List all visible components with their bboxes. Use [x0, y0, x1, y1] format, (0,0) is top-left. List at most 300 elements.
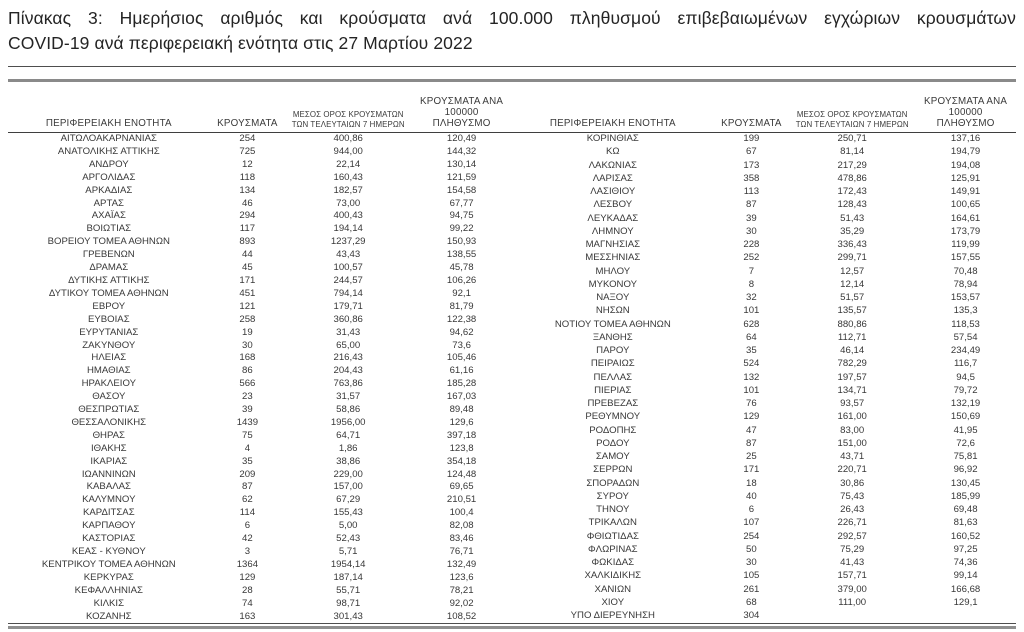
table-row [8, 404, 512, 417]
col-header-avg7 [285, 82, 411, 133]
region-name: ΗΛΕΙΑΣ [91, 352, 127, 364]
region-name: ΕΥΡΥΤΑΝΙΑΣ [79, 326, 139, 338]
avg-7day: 197,57 [837, 371, 867, 383]
avg-7day: 229,00 [333, 468, 363, 480]
avg-7day: 58,86 [336, 404, 361, 416]
per-100k: 99,14 [953, 570, 978, 582]
per-100k: 41,95 [953, 424, 978, 436]
region-name: ΘΗΡΑΣ [92, 429, 125, 441]
region-name: ΚΑΣΤΟΡΙΑΣ [82, 533, 136, 545]
per-100k: 116,7 [953, 358, 978, 370]
per-100k: 89,48 [449, 404, 474, 416]
cases: 893 [239, 236, 256, 248]
cases: 67 [746, 146, 757, 158]
col-header-per100k-line2: ΠΛΗΘΥΣΜΟ [936, 118, 995, 129]
per-100k: 132,19 [950, 398, 981, 410]
table-row [8, 365, 512, 378]
per-100k: 76,71 [449, 546, 474, 557]
region-name: ΙΩΑΝΝΙΝΩΝ [81, 468, 136, 480]
cases: 76 [746, 398, 757, 410]
per-100k: 150,93 [446, 236, 477, 248]
region-name: ΣΕΡΡΩΝ [593, 464, 633, 476]
region-name: ΖΑΚΥΝΘΟΥ [82, 339, 136, 351]
cases: 168 [239, 352, 256, 364]
table-row [8, 443, 512, 456]
cases: 451 [239, 287, 256, 299]
table-row [8, 546, 512, 559]
avg-7day: 157,00 [333, 481, 363, 493]
region-name: ΠΑΡΟΥ [596, 345, 630, 357]
page-title-line2: COVID-19 ανά περιφερειακή ενότητα στις 27 Μαρτίου 2022 [8, 33, 473, 53]
table-row [8, 249, 512, 262]
col-header-region [512, 82, 714, 133]
region-name: ΠΙΕΡΙΑΣ [594, 384, 632, 396]
per-100k: 69,48 [953, 504, 978, 516]
avg-7day: 250,71 [837, 133, 867, 145]
avg-7day: 400,86 [333, 133, 363, 144]
per-100k: 234,49 [950, 345, 981, 357]
avg-7day: 35,29 [840, 225, 865, 237]
cases: 39 [242, 404, 253, 416]
per-100k: 194,79 [950, 146, 981, 158]
table-row [512, 199, 1016, 212]
cases: 171 [743, 464, 760, 476]
avg-7day: 172,43 [837, 186, 867, 198]
col-header-per100k-line2: ΠΛΗΘΥΣΜΟ [432, 118, 491, 129]
cases: 40 [746, 490, 757, 502]
region-table-right [512, 82, 1016, 623]
region-name: ΘΕΣΣΑΛΟΝΙΚΗΣ [71, 416, 147, 428]
avg-7day: 379,00 [837, 583, 867, 595]
per-100k: 106,26 [446, 274, 477, 286]
region-name: ΝΟΤΙΟΥ ΤΟΜΕΑ ΑΘΗΝΩΝ [554, 318, 671, 330]
cases: 18 [746, 477, 757, 489]
per-100k: 99,22 [449, 223, 474, 235]
table-row [512, 597, 1016, 610]
cases: 46 [242, 197, 253, 209]
region-name: ΧΑΝΙΩΝ [594, 583, 632, 595]
region-name: ΠΕΙΡΑΙΩΣ [590, 358, 635, 370]
table-row [512, 451, 1016, 464]
avg-7day: 46,14 [840, 345, 865, 357]
avg-7day: 75,29 [840, 543, 865, 555]
cases: 114 [239, 507, 256, 519]
table-row [512, 544, 1016, 557]
region-name: ΙΚΑΡΙΑΣ [90, 455, 128, 467]
table-row [8, 507, 512, 520]
col-header-avg7-line2: ΤΩΝ ΤΕΛΕΥΤΑΙΩΝ 7 ΗΜΕΡΩΝ [795, 119, 909, 129]
avg-7day: 880,86 [837, 318, 867, 330]
table-body-left [8, 133, 512, 624]
col-header-per100k [411, 82, 512, 133]
cases: 25 [746, 451, 757, 463]
cases: 87 [746, 437, 757, 449]
table-row [8, 494, 512, 507]
table-row [512, 332, 1016, 345]
col-header-per100k-line1: ΚΡΟΥΣΜΑΤΑ ΑΝΑ 100000 [420, 96, 504, 118]
cases: 1364 [236, 558, 259, 570]
per-100k: 137,16 [950, 133, 981, 145]
avg-7day: 5,00 [338, 520, 358, 532]
per-100k: 61,16 [449, 365, 474, 377]
per-100k: 154,58 [446, 184, 477, 196]
region-name: ΜΥΚΟΝΟΥ [588, 278, 638, 290]
cases: 117 [239, 223, 256, 235]
avg-7day: 204,43 [333, 365, 363, 377]
table-row [512, 319, 1016, 332]
cases: 39 [746, 212, 757, 224]
per-100k: 82,08 [449, 520, 474, 532]
avg-7day: 128,43 [837, 199, 867, 211]
cases: 163 [239, 610, 256, 622]
cases: 129 [239, 571, 256, 583]
cases: 209 [239, 468, 256, 480]
region-name: ΑΝΔΡΟΥ [88, 158, 129, 170]
table-row [512, 358, 1016, 371]
region-name: ΔΥΤΙΚΗΣ ΑΤΤΙΚΗΣ [68, 274, 150, 286]
cases: 4 [244, 442, 251, 454]
avg-7day: 216,43 [333, 352, 363, 364]
region-name: ΚΟΖΑΝΗΣ [85, 610, 132, 622]
col-header-cases-label: ΚΡΟΥΣΜΑΤΑ [217, 118, 278, 129]
region-name: ΧΙΟΥ [601, 596, 625, 608]
region-name: ΚΑΡΔΙΤΣΑΣ [82, 507, 135, 519]
cases: 6 [244, 520, 251, 532]
per-100k: 94,75 [449, 210, 474, 222]
cases: 254 [743, 530, 760, 542]
table-row [8, 262, 512, 275]
region-name: ΚΕΑΣ - ΚΥΘΝΟΥ [71, 546, 146, 557]
region-name: ΚΑΒΑΛΑΣ [86, 481, 131, 493]
cases: 628 [743, 318, 760, 330]
per-100k: 194,08 [950, 159, 981, 171]
avg-7day: 182,57 [333, 184, 363, 196]
per-100k: 72,6 [956, 437, 975, 449]
table-row [8, 430, 512, 443]
table-row [8, 456, 512, 469]
table-row [512, 517, 1016, 530]
avg-7day: 301,43 [333, 610, 363, 622]
region-name: ΝΗΣΩΝ [595, 305, 630, 317]
col-header-cases-label: ΚΡΟΥΣΜΑΤΑ [721, 118, 782, 129]
avg-7day: 5,71 [338, 546, 358, 557]
avg-7day: 31,57 [336, 391, 361, 403]
cases: 74 [242, 597, 253, 609]
per-100k: 123,8 [449, 442, 474, 454]
table-row [512, 425, 1016, 438]
cases: 19 [242, 326, 253, 338]
cases: 199 [743, 133, 760, 145]
cases: 1439 [236, 416, 259, 428]
avg-7day: 782,29 [837, 358, 867, 370]
cases: 173 [743, 159, 760, 171]
cases: 87 [242, 481, 253, 493]
region-name: ΗΡΑΚΛΕΙΟΥ [81, 378, 137, 390]
cases: 261 [743, 583, 760, 595]
per-100k: 144,32 [446, 145, 477, 157]
region-name: ΠΕΛΛΑΣ [593, 371, 633, 383]
page-title [8, 6, 1016, 56]
per-100k: 157,55 [950, 252, 981, 264]
table-row [512, 160, 1016, 173]
per-100k: 121,59 [446, 171, 477, 183]
per-100k: 124,48 [446, 468, 477, 480]
header-row [8, 82, 512, 133]
avg-7day: 83,00 [840, 424, 865, 436]
table-row [512, 226, 1016, 239]
per-100k: 122,38 [446, 313, 477, 325]
avg-7day: 38,86 [336, 455, 361, 467]
avg-7day: 292,57 [837, 530, 867, 542]
per-100k: 132,49 [446, 558, 477, 570]
cases: 358 [743, 172, 760, 184]
avg-7day [789, 610, 915, 623]
avg-7day: 98,71 [336, 597, 361, 609]
cases: 12 [242, 158, 253, 170]
table-row [8, 275, 512, 288]
region-name: ΑΡΚΑΔΙΑΣ [85, 184, 133, 196]
col-header-region-label: ΠΕΡΙΦΕΡΕΙΑΚΗ ΕΝΟΤΗΤΑ [549, 118, 676, 129]
top-rule-thin [8, 66, 1016, 67]
cases: 121 [239, 300, 256, 312]
region-name: ΚΩ [606, 146, 620, 158]
table-row [512, 133, 1016, 147]
avg-7day: 43,71 [840, 451, 865, 463]
avg-7day: 100,57 [333, 262, 363, 274]
cases: 725 [239, 145, 256, 157]
avg-7day: 299,71 [837, 252, 867, 264]
table-row [512, 478, 1016, 491]
cases: 171 [239, 274, 256, 286]
cases: 566 [239, 378, 256, 390]
col-header-avg7-line1: ΜΕΣΟΣ ΟΡΟΣ ΚΡΟΥΣΜΑΤΩΝ [796, 110, 908, 119]
per-100k: 70,48 [953, 265, 978, 277]
region-name: ΓΡΕΒΕΝΩΝ [82, 249, 135, 261]
cases: 6 [748, 504, 755, 516]
cases: 134 [239, 184, 256, 196]
cases: 7 [748, 265, 755, 277]
cases: 304 [743, 610, 760, 622]
per-100k: 67,77 [449, 197, 474, 209]
region-name: ΚΑΡΠΑΘΟΥ [82, 520, 136, 532]
per-100k: 354,18 [446, 455, 477, 467]
region-name: ΙΘΑΚΗΣ [90, 442, 127, 454]
col-header-avg7 [789, 82, 915, 133]
per-100k: 45,78 [449, 262, 474, 274]
avg-7day: 794,14 [333, 287, 363, 299]
cases: 44 [242, 249, 253, 261]
table-row [512, 531, 1016, 544]
region-name: ΔΥΤΙΚΟΥ ΤΟΜΕΑ ΑΘΗΝΩΝ [48, 287, 169, 299]
avg-7day: 12,14 [840, 278, 865, 290]
region-name: ΚΟΡΙΝΘΙΑΣ [586, 133, 639, 145]
cases: 32 [746, 292, 757, 304]
per-100k [915, 610, 1016, 623]
region-name: ΡΟΔΟΠΗΣ [589, 424, 637, 436]
per-100k: 119,99 [951, 239, 980, 251]
per-100k: 160,52 [950, 530, 981, 542]
avg-7day: 51,43 [840, 212, 865, 224]
table-row [512, 610, 1016, 623]
region-name: ΣΠΟΡΑΔΩΝ [586, 477, 640, 489]
region-name: ΑΙΤΩΛΟΑΚΑΡΝΑΝΙΑΣ [60, 133, 157, 144]
avg-7day: 187,14 [333, 571, 363, 583]
avg-7day: 944,00 [333, 145, 363, 157]
per-100k: 79,72 [953, 384, 978, 396]
avg-7day: 41,43 [840, 557, 865, 569]
avg-7day: 30,86 [840, 477, 865, 489]
region-name: ΚΑΛΥΜΝΟΥ [82, 494, 136, 506]
col-header-per100k [915, 82, 1016, 133]
header-row [512, 82, 1016, 133]
col-header-per100k-line1: ΚΡΟΥΣΜΑΤΑ ΑΝΑ 100000 [924, 96, 1008, 118]
per-100k: 94,62 [449, 326, 474, 338]
table-row [8, 572, 512, 585]
avg-7day: 1956,00 [330, 416, 366, 428]
cases: 62 [242, 494, 253, 506]
col-header-region [8, 82, 210, 133]
avg-7day: 360,86 [333, 313, 363, 325]
avg-7day: 65,00 [336, 339, 361, 351]
table-row [8, 223, 512, 236]
avg-7day: 157,71 [837, 570, 867, 582]
per-100k: 94,5 [956, 371, 975, 383]
region-name: ΧΑΛΚΙΔΙΚΗΣ [584, 570, 642, 582]
per-100k: 120,49 [446, 133, 477, 144]
cases: 45 [242, 262, 253, 274]
cases: 30 [242, 339, 253, 351]
region-name: ΚΙΛΚΙΣ [93, 597, 125, 609]
region-name: ΛΑΚΩΝΙΑΣ [588, 159, 637, 171]
avg-7day: 161,00 [837, 411, 867, 423]
region-name: ΡΕΘΥΜΝΟΥ [585, 411, 641, 423]
table-row [8, 236, 512, 249]
avg-7day: 55,71 [336, 584, 361, 596]
page-title-line1: Πίνακας 3: Ημερήσιος αριθμός και κρούσματα ανά 100.000 πληθυσμού επιβεβαιωμένων εγχώριων κρουσμάτων [8, 8, 1016, 28]
table-row [8, 533, 512, 546]
avg-7day: 52,43 [336, 533, 361, 545]
avg-7day: 22,14 [336, 158, 361, 170]
table-row [512, 438, 1016, 451]
cases: 105 [743, 570, 760, 582]
table-row [8, 340, 512, 353]
bottom-rule-thick [8, 626, 1016, 629]
table-row [512, 186, 1016, 199]
region-name: ΑΡΓΟΛΙΔΑΣ [82, 171, 136, 183]
region-name: ΚΕΝΤΡΙΚΟΥ ΤΟΜΕΑ ΑΘΗΝΩΝ [41, 558, 176, 570]
region-name: ΤΗΝΟΥ [596, 504, 630, 516]
per-100k: 96,92 [953, 464, 978, 476]
col-header-region-label: ΠΕΡΙΦΕΡΕΙΑΚΗ ΕΝΟΤΗΤΑ [45, 118, 172, 129]
avg-7day: 244,57 [333, 274, 363, 286]
table-row [8, 198, 512, 211]
per-100k: 83,46 [449, 533, 474, 545]
cases: 28 [242, 584, 253, 596]
table-row [8, 352, 512, 365]
cases: 35 [746, 345, 757, 357]
per-100k: 129,1 [953, 596, 978, 608]
table-row [512, 557, 1016, 570]
region-name: ΜΕΣΣΗΝΙΑΣ [585, 252, 641, 264]
per-100k: 105,46 [446, 352, 477, 364]
table-row [512, 372, 1016, 385]
cases: 254 [239, 133, 256, 144]
per-100k: 75,81 [953, 451, 978, 463]
table-row [8, 301, 512, 314]
avg-7day: 155,43 [333, 507, 363, 519]
region-name: ΦΛΩΡΙΝΑΣ [588, 543, 638, 555]
region-name: ΦΩΚΙΔΑΣ [591, 557, 635, 569]
avg-7day: 31,43 [336, 326, 361, 338]
per-100k: 153,57 [950, 292, 981, 304]
table-row [512, 584, 1016, 597]
region-name: ΜΗΛΟΥ [595, 265, 631, 277]
table-body-right [512, 133, 1016, 624]
avg-7day: 93,57 [840, 398, 865, 410]
per-100k: 130,45 [950, 477, 981, 489]
avg-7day: 135,57 [837, 305, 867, 317]
cases: 86 [242, 365, 253, 377]
region-name: ΛΕΣΒΟΥ [593, 199, 633, 211]
per-100k: 100,65 [950, 199, 981, 211]
per-100k: 81,79 [449, 300, 474, 312]
col-header-cases [210, 82, 286, 133]
table-row [512, 292, 1016, 305]
region-name: ΚΕΦΑΛΛΗΝΙΑΣ [74, 584, 143, 596]
table-row [512, 504, 1016, 517]
table-row [8, 210, 512, 223]
cases: 42 [242, 533, 253, 545]
table-row [8, 417, 512, 430]
region-name: ΜΑΓΝΗΣΙΑΣ [585, 239, 641, 251]
table-row [512, 279, 1016, 292]
cases: 129 [743, 411, 760, 423]
avg-7day: 194,14 [333, 223, 363, 235]
per-100k: 150,69 [950, 411, 981, 423]
region-name: ΤΡΙΚΑΛΩΝ [588, 517, 637, 529]
per-100k: 74,36 [953, 557, 978, 569]
avg-7day: 67,29 [336, 494, 361, 506]
table-row [8, 469, 512, 482]
table-row [8, 327, 512, 340]
per-100k: 81,63 [953, 517, 978, 529]
per-100k: 57,54 [953, 331, 978, 343]
per-100k: 166,68 [950, 583, 981, 595]
cases: 47 [746, 424, 757, 436]
table-row [512, 570, 1016, 583]
cases: 64 [746, 331, 757, 343]
per-100k: 138,55 [446, 249, 477, 261]
table-row [8, 159, 512, 172]
table-row [8, 559, 512, 572]
avg-7day: 112,71 [837, 331, 867, 343]
region-name: ΒΟΙΩΤΙΑΣ [86, 223, 132, 235]
avg-7day: 1,86 [338, 442, 358, 454]
cases: 75 [242, 429, 253, 441]
cases: 524 [743, 358, 760, 370]
per-100k: 210,51 [446, 494, 477, 506]
per-100k: 130,14 [446, 158, 477, 170]
cases: 50 [746, 543, 757, 555]
per-100k: 135,3 [953, 305, 978, 317]
cases: 113 [743, 186, 760, 198]
table-row [512, 345, 1016, 358]
cases: 132 [743, 371, 760, 383]
table-row [512, 252, 1016, 265]
region-name: ΠΡΕΒΕΖΑΣ [587, 398, 639, 410]
avg-7day: 220,71 [837, 464, 867, 476]
table-row [8, 611, 512, 624]
